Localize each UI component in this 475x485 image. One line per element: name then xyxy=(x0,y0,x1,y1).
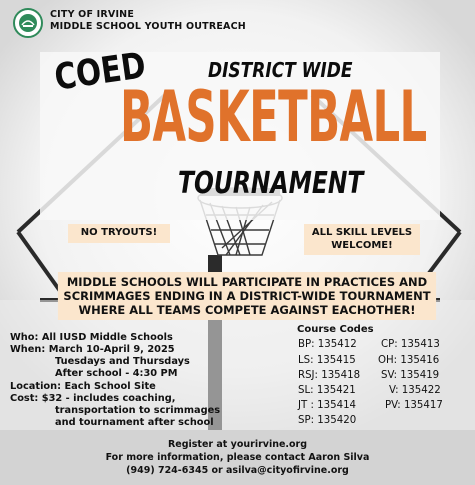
course-code: JT : 135414 xyxy=(298,400,357,411)
event-details xyxy=(10,332,290,429)
title-basketball: BASKETBALL xyxy=(120,76,427,158)
course-code: BP: 135412 xyxy=(298,339,357,350)
contact-text: For more information, please contact Aaron Silva xyxy=(105,452,370,463)
course-code: RSJ: 135418 xyxy=(298,370,361,381)
register-link-text: Register at yourirvine.org xyxy=(167,439,308,450)
detail-location: Location: Each School Site xyxy=(10,380,156,392)
course-code: PV: 135417 xyxy=(385,400,443,411)
city-of-irvine-logo xyxy=(13,8,43,38)
phone-email-text: (949) 724-6345 or asilva@cityofirvine.org xyxy=(126,465,349,476)
course-code: OH: 135416 xyxy=(378,355,440,366)
course-code: V: 135422 xyxy=(389,385,441,396)
detail-cost-line2: transportation to scrimmages xyxy=(55,404,221,416)
description-callout: MIDDLE SCHOOLS WILL PARTICIPATE IN PRACTICES AND SCRIMMAGES ENDING IN A DISTRICT-WIDE TOURNAMENT WHERE ALL TEAMS COMPETE AGAINST EACHOTHER! xyxy=(58,272,436,320)
title-tournament: TOURNAMENT xyxy=(178,166,364,201)
detail-cost: Cost: $32 - includes coaching, xyxy=(10,392,176,404)
detail-when-time: After school - 4:30 PM xyxy=(55,368,178,380)
detail-when: When: March 10-April 9, 2025 xyxy=(10,344,175,356)
course-code: LS: 135415 xyxy=(298,355,356,366)
program-name: MIDDLE SCHOOL YOUTH OUTREACH xyxy=(50,21,246,32)
city-name: CITY OF IRVINE xyxy=(50,9,135,20)
course-code: CP: 135413 xyxy=(381,339,440,350)
detail-who: Who: All IUSD Middle Schools xyxy=(10,332,173,343)
skill-levels-callout: ALL SKILL LEVELS WELCOME! xyxy=(304,224,420,255)
detail-cost-line3: and tournament after school xyxy=(55,416,214,428)
title-coed: COED xyxy=(52,45,149,99)
course-code: SL: 135421 xyxy=(298,385,356,396)
detail-when-days: Tuesdays and Thursdays xyxy=(55,356,190,368)
course-code: SP: 135420 xyxy=(298,415,357,426)
course-codes-title: Course Codes xyxy=(297,324,374,335)
title-district-wide: DISTRICT WIDE xyxy=(208,58,353,82)
contact-footer xyxy=(0,430,475,485)
no-tryouts-callout: NO TRYOUTS! xyxy=(68,224,170,243)
course-code: SV: 135419 xyxy=(381,370,440,381)
